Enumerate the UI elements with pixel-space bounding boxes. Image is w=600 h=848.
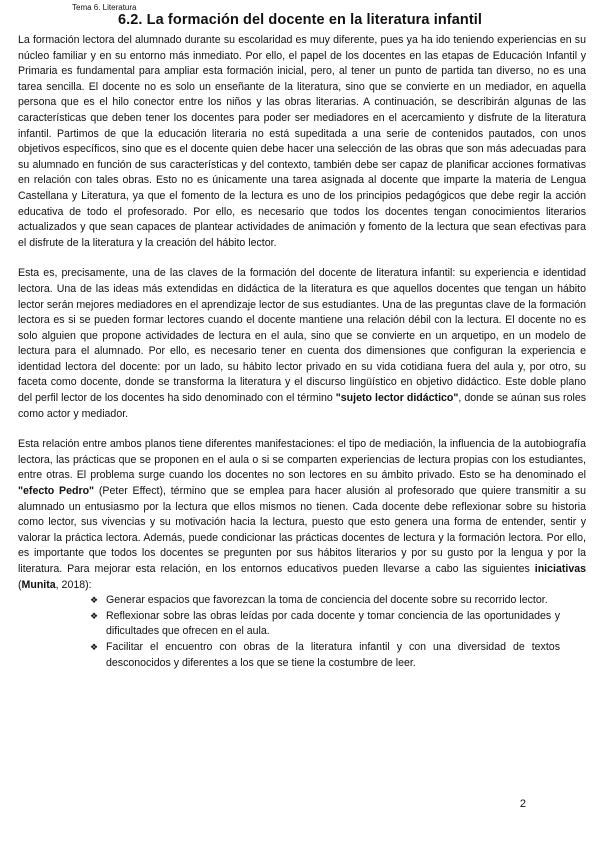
list-item — [90, 593, 560, 609]
list-item-text: Generar espacios que favorezcan la toma de conciencia del docente sobre su recorrido lector. — [106, 594, 548, 607]
section-title: 6.2. La formación del docente en la literatura infantil — [117, 12, 483, 28]
running-head: Tema 6. Literatura — [72, 3, 137, 12]
page-number: 2 — [519, 798, 526, 810]
list-item-text: Facilitar el encuentro con obras de la literatura infantil y con una diversidad de textos desconocidos y diferentes a los que se tiene la costumbre de leer. — [106, 640, 560, 669]
list-item — [90, 640, 560, 671]
list-item-text: Reflexionar sobre las obras leídas por cada docente y tomar conciencia de las oportunidades y dificultades que ofrecen en el aula. — [106, 609, 560, 638]
list-item — [90, 609, 560, 640]
paragraph-3-text-d: , 2018): — [55, 578, 92, 591]
diamond-bullet-icon: ❖ — [90, 641, 99, 652]
citation-author: Munita — [21, 578, 56, 591]
term-efecto-pedro: "efecto Pedro" — [18, 485, 95, 498]
paragraph-3-text-c: ( — [18, 578, 22, 591]
paragraph-1: La formación lectora del alumnado durante su escolaridad es muy diferente, pues ya ha ido teniendo experiencias en su núcleo familiar y en su entorno más inmediato. Por ello, el papel de los docentes en las etapas de Educación Infantil y Primaria es fundamental para ampliar esta formación inicial, pero, al tener un punto de partida tan diverso, no es una tarea sencilla. El docente no es solo un enseñante de la literatura, sino que se convierte en un mediador, en aquella persona que es el hilo conector entre los niños y las obras literarias. A continuación, se describirán algunas de las características que deben tener los docentes para poder ser mediadores en el acercamiento y disfrute de la literatura infantil. Partimos de que la educación literaria no está supeditada a una serie de contenidos pautados, con unos objetivos específicos, sino que es el docente quien debe hacer una selección de las obras que son más adecuadas para su alumnado en función de sus características y del contexto, también debe ser capaz de planificar acciones formativas en relación con tales obras. Esto no es únicamente una tarea asignada al docente que imparte la materia de Lengua Castellana y Literatura, ya que el fomento de la lectura es uno de los principios pedagógicos que debe regir la acción educativa de todo el profesorado. Por ello, es necesario que todos los docentes tengan conocimientos literarios actualizados y que sean capaces de plantear actividades de animación y fomento de la lectura que sean efectivas para el disfrute de la literatura y la creación del hábito lector. — [18, 34, 586, 249]
diamond-bullet-icon: ❖ — [90, 595, 99, 606]
paragraph-2-text-a: Esta es, precisamente, una de las claves de la formación del docente de literatura infantil: su experiencia e identidad lectora. Una de las ideas más extendidas en didáctica de la literatura es que aquellos docentes que tengan un hábito lector serán mejores mediadores en el aprendizaje lector de sus estudiantes. Una de las preguntas clave de la formación lectora es si se pueden formar lectores cuando el docente mantiene una relación débil con la lectura. El docente no es solo alguien que propone actividades de lectura en el aula, sino que se convierte en un arquetipo, en un modelo de lectura para el alumnado. Por ello, es necesario tener en cuenta dos dimensiones que configuran la experiencia e identidad lectora del docente: por un lado, su hábito lector privado en su vida cotidiana fuera del aula y, por otro, su faceta como docente, donde se transforma la literatura y el discurso lingüístico en objetivo didáctico. Este doble plano del perfil lector de los docentes ha sido denominado con el término — [18, 267, 586, 405]
paragraph-3-text-a: Esta relación entre ambos planos tiene diferentes manifestaciones: el tipo de mediación, la influencia de la autobiografía lectora, las prácticas que se proponen en el aula o si se comparten experiencias de lectura propias con los estudiantes, entre otras. El problema surge cuando los docentes no son lectores en su ámbito privado. Esto se ha denominado el — [18, 438, 586, 482]
diamond-bullet-icon: ❖ — [90, 610, 99, 621]
term-iniciativas: iniciativas — [534, 563, 586, 575]
initiatives-list — [18, 593, 560, 671]
paragraph-2-text-b: , donde se aúnan sus roles como actor y mediador. — [18, 392, 587, 420]
term-sujeto-lector-didactico: "sujeto lector didáctico" — [335, 392, 459, 405]
paragraph-3 — [18, 437, 586, 593]
paragraph-2 — [18, 266, 586, 422]
body-text — [18, 33, 586, 671]
paragraph-3-text-b: (Peter Effect), término que se emplea para hacer alusión al profesorado que quiere transmitir a su alumnado un entusiasmo por la lectura que ellos mismos no tienen. Cada docente debe reflexionar sobre su historia como lector, sus vivencias y su motivación hacia la lectura, puesto que esto genera una forma de entender, sentir y valorar la práctica lectora. Además, puede condicionar las prácticas docentes de lectura y la formación lectora. Por ello, es importante que todos los docentes se pregunten por sus hábitos literarios y por su gusto por la lengua y por la literatura. Para mejorar esta relación, en los entornos educativos pueden llevarse a cabo las siguientes — [18, 485, 587, 575]
